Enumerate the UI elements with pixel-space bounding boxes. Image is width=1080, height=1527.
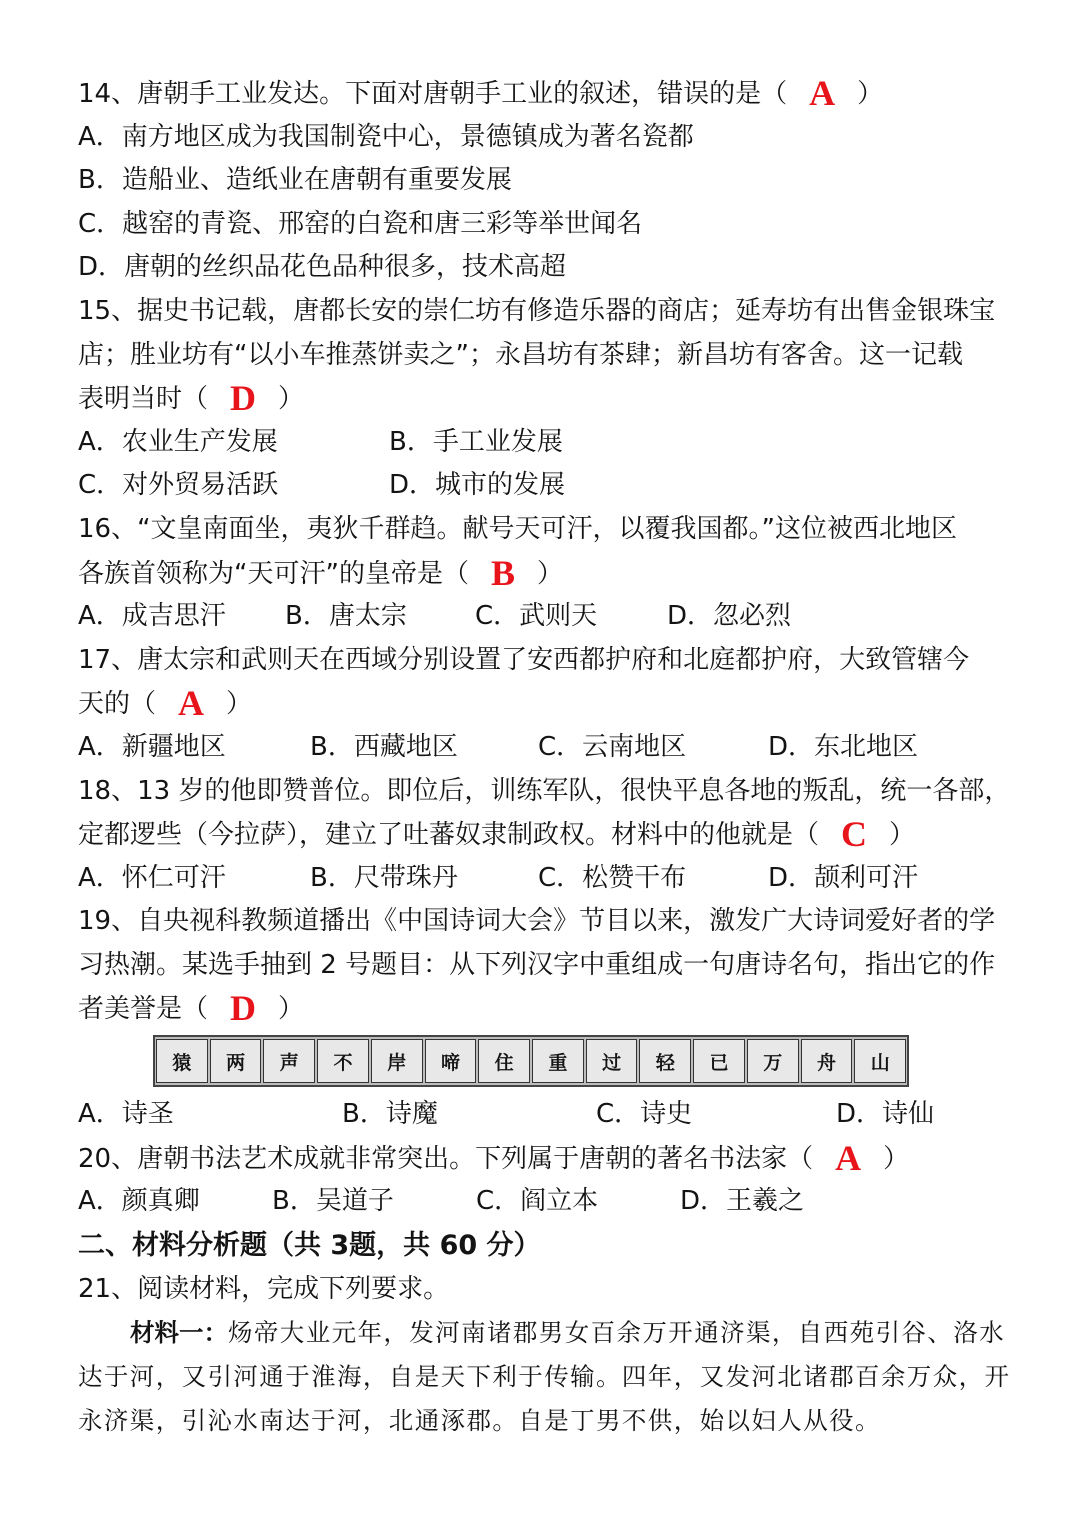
question-17-stem-end: 天的（ A ） [78,682,1018,726]
question-15-stem-line: 15、据史书记载，唐都长安的崇仁坊有修造乐器的商店；延寿坊有出售金银珠宝 [78,295,996,326]
option: C．对外贸易活跃 [78,470,279,501]
option: B．西藏地区 [310,731,458,762]
exam-page [78,72,1018,1442]
option: B．诗魔 [342,1099,438,1130]
question-19-stem-end: 者美誉是（ D ） [78,987,1018,1031]
option-row [78,726,1018,770]
option: A．诗圣 [78,1099,174,1130]
question-15-stem-end: 表明当时（ D ） [78,377,1018,421]
answer-mark: D [230,988,257,1029]
character-cell: 岸 [371,1039,423,1083]
option: C．武则天 [475,601,598,632]
character-cell: 猿 [156,1039,208,1083]
character-cell: 住 [478,1039,530,1083]
character-cell: 山 [854,1039,906,1083]
question-19-stem-line: 19、自央视科教频道播出《中国诗词大会》节目以来，激发广大诗词爱好者的学 [78,906,996,937]
question-16-stem-end: 各族首领称为“天可汗”的皇帝是（ B ） [78,552,1018,596]
option: B．造船业、造纸业在唐朝有重要发展 [78,165,512,196]
option: D．诗仙 [836,1099,935,1130]
section-title: 二、材料分析题（共 3题，共 60 分） [78,1229,541,1261]
question-18-stem-end: 定都逻些（今拉萨），建立了吐蕃奴隶制政权。材料中的他就是（ C ） [78,813,1018,857]
option: D．王羲之 [680,1186,805,1217]
question-21-stem: 21、阅读材料，完成下列要求。 [78,1273,450,1304]
answer-mark: C [841,814,868,855]
option: B．尺带珠丹 [310,862,458,893]
option: C．云南地区 [538,731,687,762]
option: B．唐太宗 [285,601,407,632]
option: A．新疆地区 [78,731,226,762]
character-cell: 两 [210,1039,262,1083]
option: C．阎立本 [476,1186,599,1217]
option: A．成吉思汗 [78,601,226,632]
option: A．南方地区成为我国制瓷中心，景德镇成为著名瓷都 [78,121,694,152]
material-paragraph [78,1311,1018,1442]
material-text: 炀帝大业元年，发河南诸郡男女百余万开通济渠，自西苑引谷、洛水达于河，又引河通于淮海，自是天下利于传输。四年，又发河北诸郡百余万众，开永济渠，引沁水南达于河，北通涿郡。自是丁男不供，始以妇人从役。 [78,1318,1011,1435]
option: C．越窑的青瓷、邢窑的白瓷和唐三彩等举世闻名 [78,208,643,239]
question-16-stem-line: 16、“文皇南面坐，夷狄千群趋。献号天可汗，以覆我国都。”这位被西北地区 [78,513,958,544]
character-cell: 已 [693,1039,745,1083]
answer-mark: A [809,73,836,113]
option-row [78,464,1018,508]
option: D．东北地区 [768,731,919,762]
option: B．手工业发展 [389,426,563,457]
option-row [78,1093,1018,1137]
option: D．忽必烈 [667,601,792,632]
character-cell: 万 [747,1039,799,1083]
option: C．诗史 [596,1099,693,1130]
question-15-stem-line: 店；胜业坊有“以小车推蒸饼卖之”；永昌坊有茶肆；新昌坊有客舍。这一记载 [78,339,963,370]
option: D．城市的发展 [389,470,566,501]
option: C．松赞干布 [538,862,687,893]
answer-mark: D [230,378,257,419]
character-grid [153,1035,909,1087]
question-17-stem-line: 17、唐太宗和武则天在西域分别设置了安西都护府和北庭都护府，大致管辖今 [78,644,970,675]
character-cell: 声 [263,1039,315,1083]
option-row [78,421,1018,465]
character-cell: 重 [532,1039,584,1083]
option: D．颉利可汗 [768,862,919,893]
question-20-stem: 20、唐朝书法艺术成就非常突出。下列属于唐朝的著名书法家（ A ） [78,1137,1018,1181]
character-cell: 舟 [801,1039,853,1083]
question-14-stem: 14、唐朝手工业发达。下面对唐朝手工业的叙述，错误的是（ A ） [78,72,1018,116]
character-cell: 啼 [425,1039,477,1083]
character-cell: 不 [317,1039,369,1083]
question-19-stem-line: 习热潮。某选手抽到 2 号题目：从下列汉字中重组成一句唐诗名句，指出它的作 [78,949,996,980]
option-row [78,1180,1018,1224]
option-row [78,595,1018,639]
option: A．颜真卿 [78,1186,200,1217]
answer-mark: A [835,1137,862,1178]
option-row [78,857,1018,901]
question-18-stem-line: 18、13 岁的他即赞普位。即位后，训练军队，很快平息各地的叛乱，统一各部， [78,775,1011,806]
option: D．唐朝的丝织品花色品种很多，技术高超 [78,252,567,283]
answer-mark: B [490,552,515,593]
character-cell: 过 [586,1039,638,1083]
option: A．农业生产发展 [78,426,278,457]
option: A．怀仁可汗 [78,862,226,893]
material-label: 材料一： [130,1318,228,1348]
answer-mark: A [178,683,205,724]
option: B．吴道子 [272,1186,394,1217]
character-cell: 轻 [639,1039,691,1083]
